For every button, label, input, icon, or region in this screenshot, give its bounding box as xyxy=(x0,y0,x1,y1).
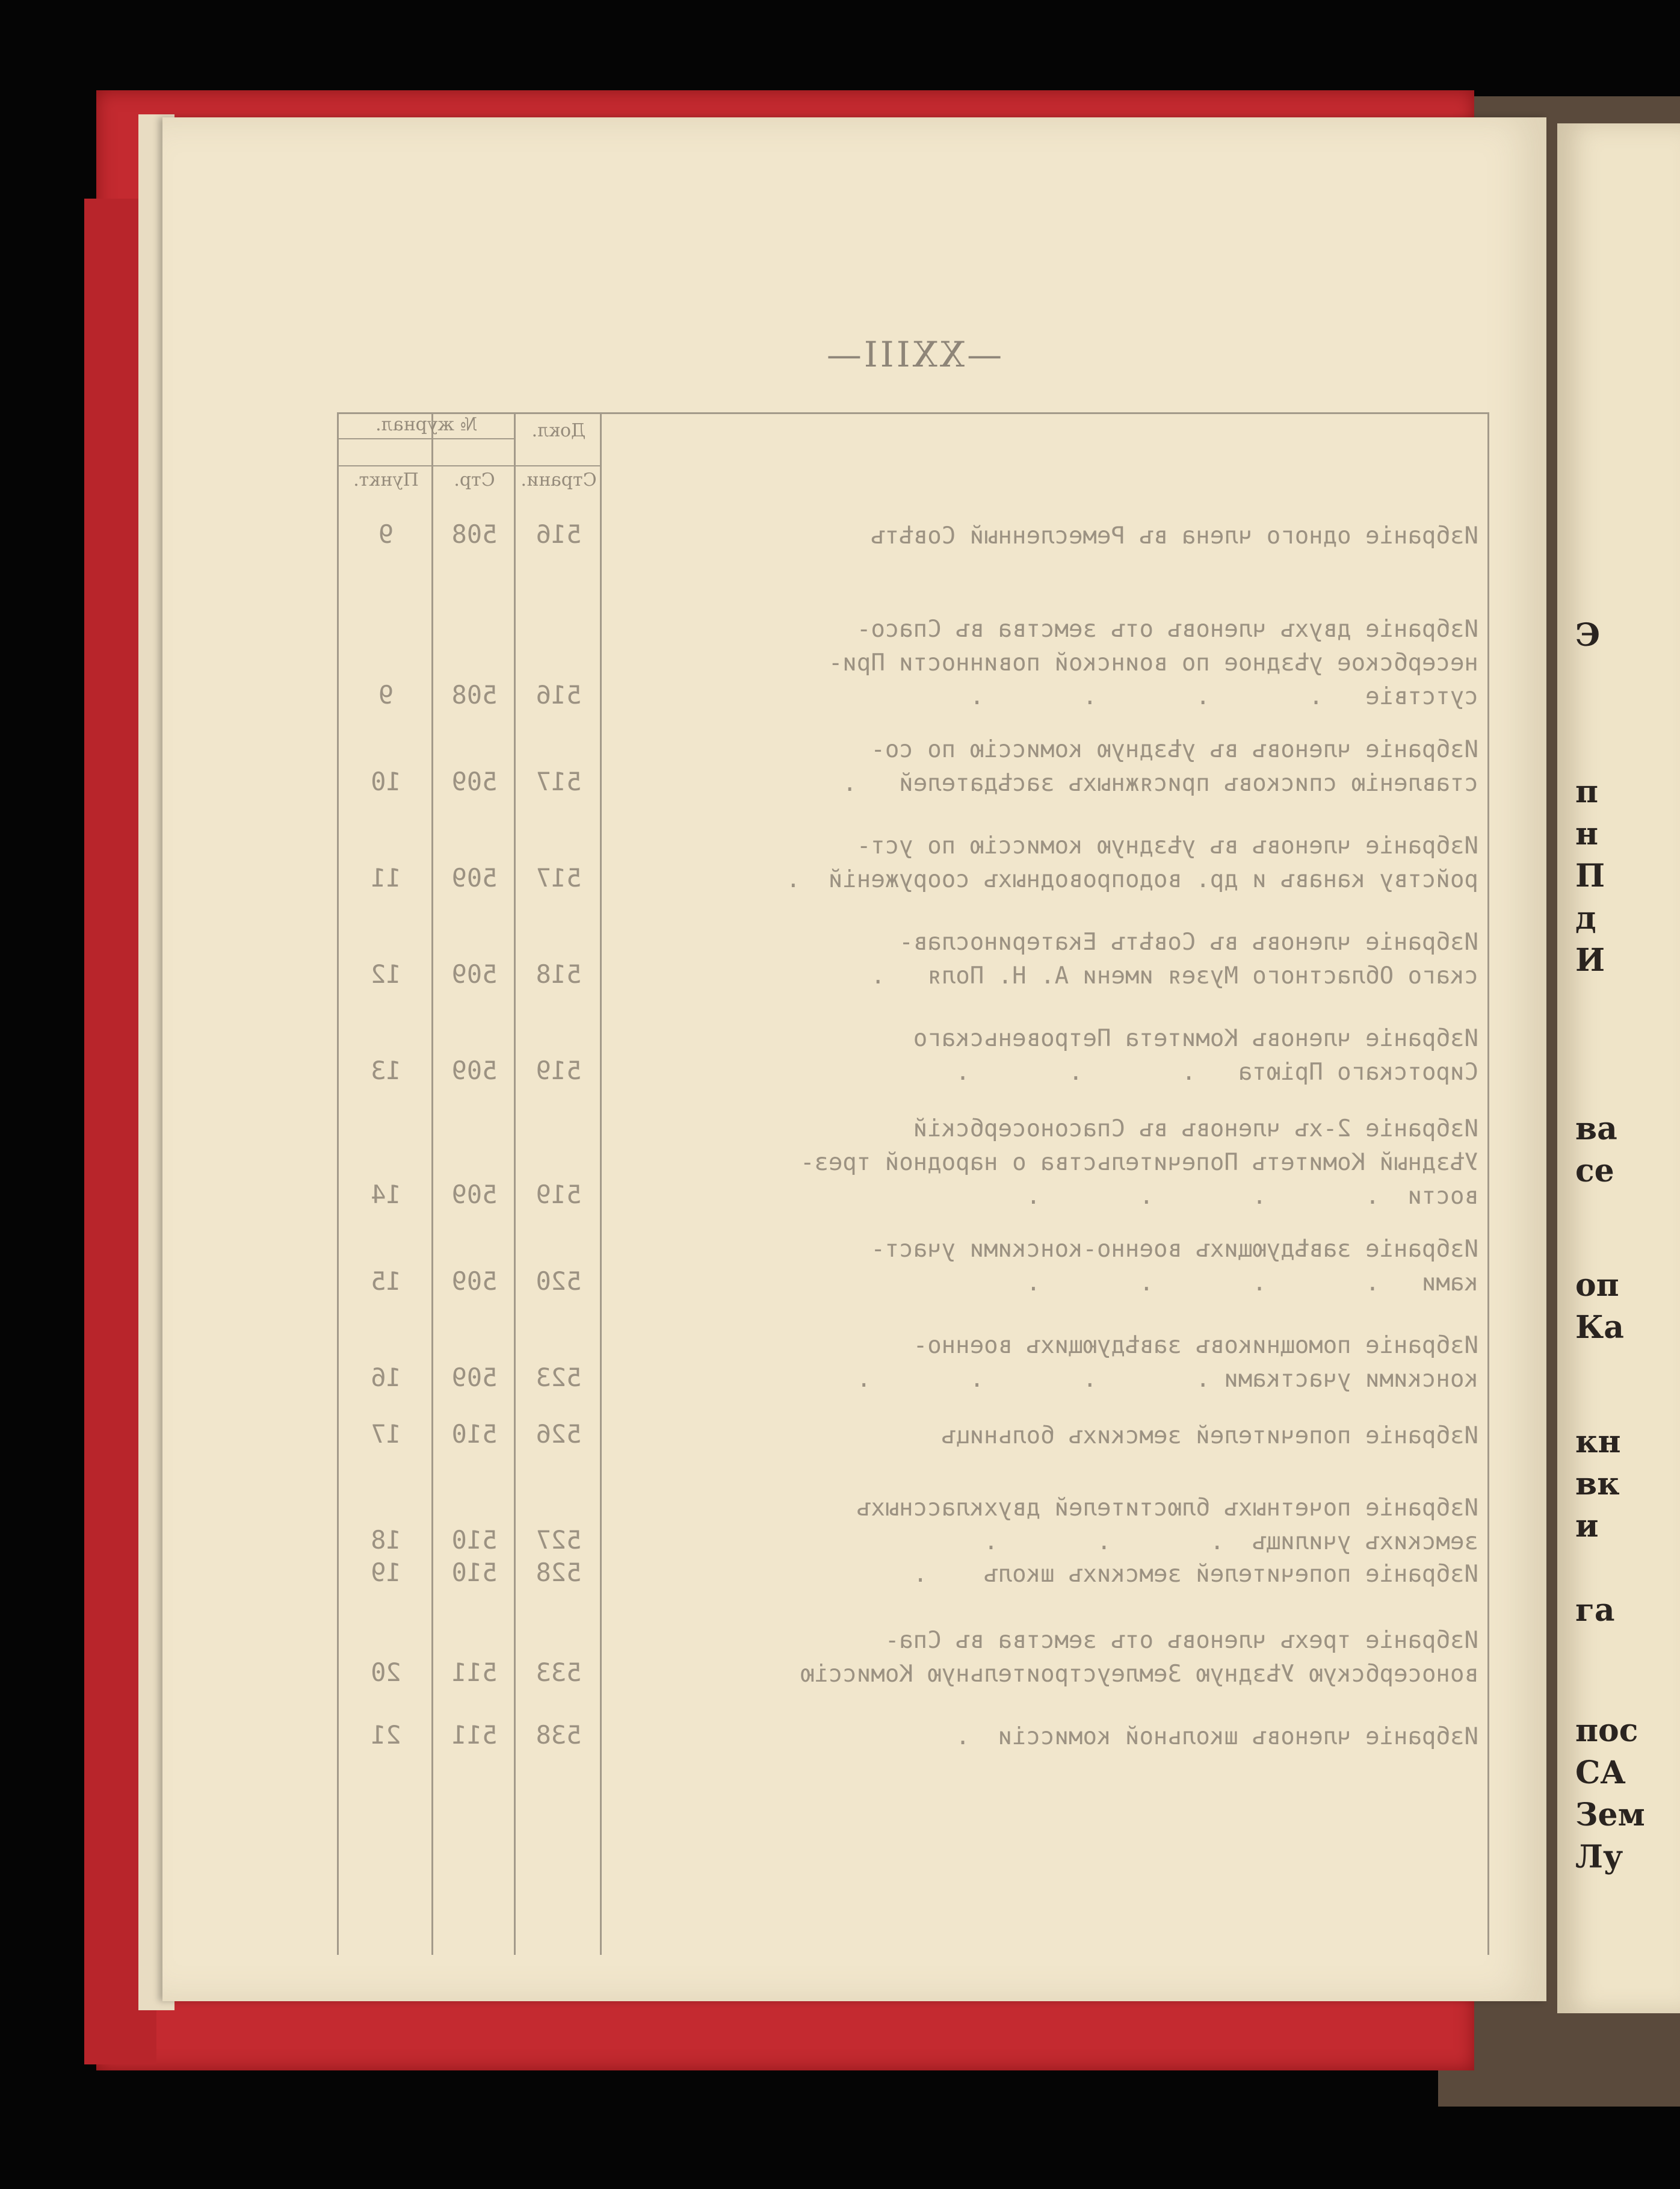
entry-description xyxy=(600,733,1478,800)
facing-page-text: Зем xyxy=(1575,1797,1645,1833)
entry-journal-page: 509 xyxy=(451,1363,498,1392)
entry-line: ройству канавъ и др. водопроводныхъ сооруженій . xyxy=(786,866,1478,893)
entry-journal-item: 17 xyxy=(371,1419,401,1449)
entry-description xyxy=(600,1720,1478,1754)
entry-report-page: 527 xyxy=(536,1525,582,1555)
entry-journal-page: 509 xyxy=(451,863,498,893)
header-journal-item: Пункт. xyxy=(353,469,419,491)
entry-journal-item: 16 xyxy=(371,1363,401,1392)
entry-line: Избраніе членовъ въ Совѣтъ Екатеринослав- xyxy=(899,929,1478,956)
facing-page-text: се xyxy=(1575,1153,1614,1189)
entry-line: Избраніе почетныхъ блюстителей двухклассныхъ xyxy=(856,1494,1478,1522)
entry-description xyxy=(600,613,1478,714)
entry-report-page: 519 xyxy=(536,1180,582,1209)
entry-line: Избраніе членовъ въ уѣздную комиссію по уст- xyxy=(856,832,1478,859)
entry-description xyxy=(600,1624,1478,1691)
entry-journal-item: 12 xyxy=(371,959,401,989)
entry-line: Избраніе членовъ Комитета Петровеньскаго xyxy=(913,1025,1478,1052)
entry-line: Избраніе двухъ членовъ отъ земства въ Спасо- xyxy=(856,616,1478,643)
facing-page-text: оп xyxy=(1575,1267,1619,1304)
header-journal-page: Стр. xyxy=(454,469,495,491)
entry-description xyxy=(600,1329,1478,1396)
entry-report-page: 518 xyxy=(536,959,582,989)
facing-page-text: Лу xyxy=(1575,1839,1623,1875)
entry-line: Избраніе попечителей земскихъ больницъ xyxy=(941,1422,1478,1449)
entry-journal-page: 510 xyxy=(451,1558,498,1587)
entry-journal-item: 19 xyxy=(371,1558,401,1587)
entry-journal-page: 510 xyxy=(451,1419,498,1449)
entry-journal-item: 21 xyxy=(371,1720,401,1750)
entry-report-page: 528 xyxy=(536,1558,582,1587)
entry-description xyxy=(600,519,1478,553)
entry-journal-page: 511 xyxy=(451,1658,498,1687)
entry-line: несербское уѣздное по воинской повинности При- xyxy=(828,649,1478,677)
header-rule xyxy=(337,438,516,439)
entry-line: скаго Областного Музея имени А. Н. Поля . xyxy=(871,962,1478,989)
entry-journal-item: 14 xyxy=(371,1180,401,1209)
entry-journal-page: 509 xyxy=(451,959,498,989)
entry-line: Избраніе попечителей земскихъ школъ . xyxy=(913,1561,1478,1588)
entry-line: вости . . . . xyxy=(1026,1183,1478,1210)
facing-page-text: ва xyxy=(1575,1110,1617,1147)
entry-line: Уѣздный Комитетъ Попечительства о народной трез- xyxy=(800,1149,1478,1176)
entry-report-page: 523 xyxy=(536,1363,582,1392)
entry-report-page: 517 xyxy=(536,863,582,893)
entry-line: Избраніе завѣдующихъ военно-конскими участ- xyxy=(871,1236,1478,1263)
entry-journal-item: 11 xyxy=(371,863,401,893)
entry-journal-item: 10 xyxy=(371,767,401,796)
entry-description xyxy=(600,1112,1478,1213)
entry-line: Сиротскаго Пріюта . . . xyxy=(956,1059,1478,1086)
entry-report-page: 519 xyxy=(536,1056,582,1085)
entry-journal-item: 20 xyxy=(371,1658,401,1687)
facing-page-text: кн xyxy=(1575,1423,1621,1460)
entry-line: ставленію списковъ присяжныхъ засѣдателей . xyxy=(842,770,1478,797)
entry-description xyxy=(600,1491,1478,1559)
facing-page-text: П xyxy=(1575,858,1605,894)
facing-page-text: га xyxy=(1575,1592,1615,1629)
entry-report-page: 520 xyxy=(536,1266,582,1296)
facing-page-text: СА xyxy=(1575,1754,1626,1791)
entry-journal-page: 509 xyxy=(451,767,498,796)
facing-page-text: н xyxy=(1575,816,1599,852)
entry-journal-item: 18 xyxy=(371,1525,401,1555)
entry-line: Избраніе членовъ въ уѣздную комиссію по со- xyxy=(871,736,1478,763)
entry-journal-page: 509 xyxy=(451,1056,498,1085)
facing-page-text: п xyxy=(1575,773,1599,810)
entry-report-page: 538 xyxy=(536,1720,582,1750)
page-number: —XXIII— xyxy=(824,334,1002,375)
entry-journal-item: 15 xyxy=(371,1266,401,1296)
entry-line: Избраніе одного члена въ Ремесленный Совѣтъ xyxy=(871,522,1478,550)
entry-line: Избраніе трехъ членовъ отъ земства въ Спа- xyxy=(885,1627,1478,1654)
header-rule xyxy=(337,465,602,466)
entry-journal-page: 509 xyxy=(451,1180,498,1209)
entry-line: земскихъ училищъ . . . xyxy=(984,1528,1478,1555)
table-rule xyxy=(1487,414,1489,1955)
entry-description xyxy=(600,1558,1478,1591)
entry-journal-page: 508 xyxy=(451,519,498,549)
entry-line: сутствіе . . . . xyxy=(969,683,1478,710)
header-journal: № журнал. xyxy=(375,414,477,435)
facing-page-text: И xyxy=(1575,942,1605,979)
entry-report-page: 516 xyxy=(536,680,582,710)
entry-report-page: 533 xyxy=(536,1658,582,1687)
entry-report-page: 526 xyxy=(536,1419,582,1449)
entry-line: Избраніе членовъ школьной комиссіи . xyxy=(956,1723,1478,1750)
facing-page xyxy=(1557,123,1680,2013)
entry-description xyxy=(600,1233,1478,1300)
entry-journal-item: 9 xyxy=(378,680,394,710)
entry-journal-page: 509 xyxy=(451,1266,498,1296)
facing-page-text: Э xyxy=(1575,617,1601,654)
facing-page-text: вк xyxy=(1575,1466,1620,1502)
entry-journal-page: 511 xyxy=(451,1720,498,1750)
facing-page-text: Ка xyxy=(1575,1309,1624,1346)
entry-report-page: 517 xyxy=(536,767,582,796)
facing-page-text: пос xyxy=(1575,1712,1638,1749)
entry-description xyxy=(600,1022,1478,1089)
entry-journal-item: 13 xyxy=(371,1056,401,1085)
header-dokl: Докл. xyxy=(531,420,586,441)
entry-journal-page: 508 xyxy=(451,680,498,710)
entry-description xyxy=(600,829,1478,897)
entry-report-page: 516 xyxy=(536,519,582,549)
entry-description xyxy=(600,1419,1478,1453)
facing-page-text: д xyxy=(1575,900,1596,937)
entry-journal-page: 510 xyxy=(451,1525,498,1555)
entry-line: конскими участками . . . . xyxy=(856,1366,1478,1393)
show-through-content xyxy=(337,313,1489,1950)
facing-page-text: и xyxy=(1575,1508,1599,1544)
entry-description xyxy=(600,926,1478,993)
entry-line: Избраніе 2-хъ членовъ въ Спасоносербскій xyxy=(913,1115,1478,1142)
index-table xyxy=(337,412,1489,1955)
entry-line: ками . . . . xyxy=(1026,1269,1478,1296)
entry-journal-item: 9 xyxy=(378,519,394,549)
entry-line: Избраніе помощниковъ завѣдующихъ военно- xyxy=(913,1332,1478,1359)
entry-line: воносербскую Уѣздную Землеустроительную Комиссію xyxy=(800,1661,1478,1688)
header-dokl-page: Страни. xyxy=(520,469,597,491)
